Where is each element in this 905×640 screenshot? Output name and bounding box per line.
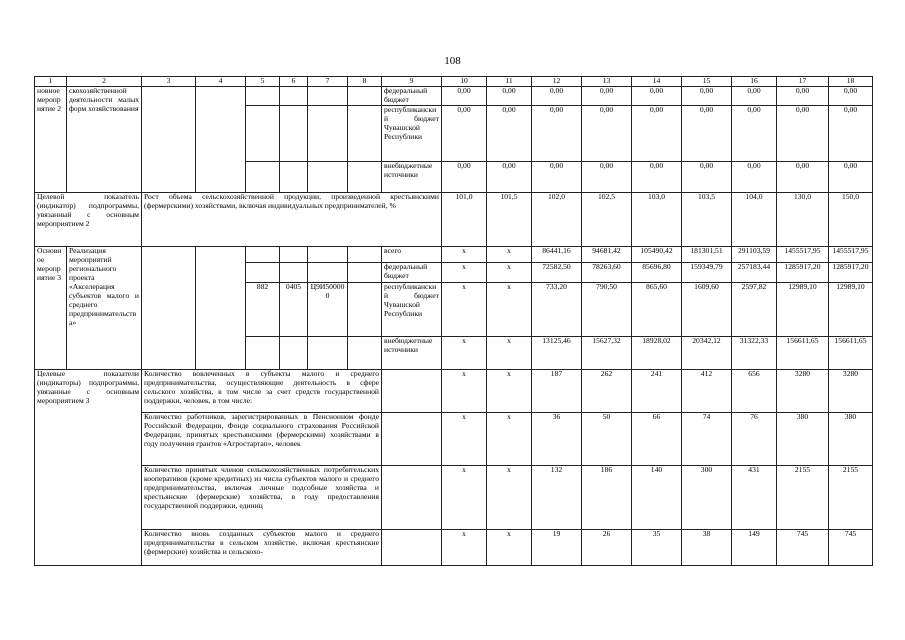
value-cell: 186: [582, 465, 632, 529]
empty-cell: [348, 161, 382, 192]
column-header: 8: [348, 77, 382, 87]
column-header: 11: [487, 77, 532, 87]
indicator-row: [35, 465, 873, 529]
funding-source: внебюджетные источники: [382, 161, 442, 192]
empty-cell: [382, 369, 442, 412]
empty-cell: [196, 246, 246, 369]
empty-cell: [280, 105, 308, 161]
value-cell: 181301,51: [682, 246, 732, 262]
value-cell: 105490,42: [632, 246, 682, 262]
indicator-row: [35, 529, 873, 565]
value-cell: 0,00: [582, 105, 632, 161]
indicator-text: Количество работников, зарегистрированных в Пенсионном фонде Российской Федерации, Фонде социального страхования Российской Федерации, принятых крестьянскими (фермерскими) хозяйствами в году получения грантов «Агростартап», человек: [142, 412, 382, 465]
empty-cell: [142, 246, 196, 369]
value-cell: x: [487, 262, 532, 282]
value-cell: 102,0: [532, 192, 582, 246]
value-cell: x: [487, 465, 532, 529]
value-cell: 103,0: [632, 192, 682, 246]
empty-cell: [280, 161, 308, 192]
event-name-cell: Основное мероприятие 3: [35, 246, 67, 369]
value-cell: 0,00: [777, 87, 829, 106]
indicator-row: [35, 412, 873, 465]
value-cell: 26: [582, 529, 632, 565]
value-cell: 0,00: [442, 105, 487, 161]
empty-cell: [348, 336, 382, 369]
empty-cell: [308, 336, 348, 369]
funding-source: республиканский бюджет Чувашской Республики: [382, 282, 442, 336]
value-cell: 102,5: [582, 192, 632, 246]
value-cell: x: [487, 369, 532, 412]
column-header: 16: [732, 77, 777, 87]
empty-cell: [246, 246, 280, 262]
indicator-row: [35, 369, 873, 412]
funding-source: республиканский бюджет Чувашской Республики: [382, 105, 442, 161]
column-header-row: [35, 77, 873, 87]
indicator-text: Рост объема сельскохозяйственной продукции, произведенной крестьянскими (фермерскими) хозяйствами, включая индивидуальных предпринимателей, %: [142, 192, 442, 246]
empty-cell: [308, 246, 348, 262]
value-cell: 300: [682, 465, 732, 529]
value-cell: 35: [632, 529, 682, 565]
empty-cell: [382, 529, 442, 565]
value-cell: 159349,79: [682, 262, 732, 282]
value-cell: 1455517,95: [829, 246, 873, 262]
value-cell: 72582,50: [532, 262, 582, 282]
column-header: 2: [67, 77, 142, 87]
empty-cell: [196, 87, 246, 193]
value-cell: 15627,32: [582, 336, 632, 369]
value-cell: 0,00: [777, 105, 829, 161]
value-cell: 745: [829, 529, 873, 565]
value-cell: 150,0: [829, 192, 873, 246]
value-cell: x: [442, 262, 487, 282]
value-cell: 20342,12: [682, 336, 732, 369]
value-cell: 130,0: [777, 192, 829, 246]
value-cell: 257183,44: [732, 262, 777, 282]
column-header: 5: [246, 77, 280, 87]
empty-cell: [308, 105, 348, 161]
empty-cell: [142, 87, 196, 193]
table-row: [35, 87, 873, 106]
empty-cell: [246, 262, 280, 282]
indicator-text: Количество принятых членов сельскохозяйственных потребительских кооперативов (кроме кредитных) из числа субъектов малого и среднего предпринимательства, включая личные подсобные хозяйства и крестьянские (фермерские) хозяйства, в году предоставления государственной поддержки, единиц: [142, 465, 382, 529]
value-cell: 36: [532, 412, 582, 465]
value-cell: 2597,82: [732, 282, 777, 336]
column-header: 13: [582, 77, 632, 87]
column-header: 9: [382, 77, 442, 87]
empty-cell: [382, 465, 442, 529]
value-cell: 3280: [777, 369, 829, 412]
value-cell: x: [442, 529, 487, 565]
funding-source: внебюджетные источники: [382, 336, 442, 369]
empty-cell: [280, 262, 308, 282]
column-header: 3: [142, 77, 196, 87]
value-cell: 74: [682, 412, 732, 465]
value-cell: 0,00: [829, 87, 873, 106]
value-cell: 187: [532, 369, 582, 412]
value-cell: 76: [732, 412, 777, 465]
value-cell: 0,00: [632, 105, 682, 161]
empty-cell: [382, 412, 442, 465]
value-cell: x: [487, 246, 532, 262]
program-table: [34, 76, 873, 566]
value-cell: 0,00: [442, 161, 487, 192]
column-header: 14: [632, 77, 682, 87]
empty-cell: [308, 161, 348, 192]
empty-cell: [348, 87, 382, 106]
value-cell: 745: [777, 529, 829, 565]
value-cell: 1285917,20: [777, 262, 829, 282]
value-cell: 94681,42: [582, 246, 632, 262]
value-cell: x: [487, 529, 532, 565]
value-cell: x: [442, 246, 487, 262]
funding-source: федеральный бюджет: [382, 87, 442, 106]
value-cell: 0,00: [532, 87, 582, 106]
code-cell: 0405: [280, 282, 308, 336]
value-cell: 0,00: [582, 161, 632, 192]
value-cell: 1609,60: [682, 282, 732, 336]
value-cell: 2155: [829, 465, 873, 529]
value-cell: x: [442, 465, 487, 529]
indicator-label: Целевой показатель (индикатор) подпрограммы, увязанный с основным мероприятием 2: [35, 192, 142, 246]
value-cell: 0,00: [632, 161, 682, 192]
value-cell: 12989,10: [777, 282, 829, 336]
empty-cell: [280, 87, 308, 106]
empty-cell: [348, 262, 382, 282]
value-cell: 412: [682, 369, 732, 412]
value-cell: 0,00: [682, 87, 732, 106]
value-cell: 85696,80: [632, 262, 682, 282]
value-cell: 0,00: [532, 105, 582, 161]
value-cell: 0,00: [582, 87, 632, 106]
empty-cell: [348, 105, 382, 161]
value-cell: 0,00: [829, 161, 873, 192]
indicator-row: [35, 192, 873, 246]
code-cell: 882: [246, 282, 280, 336]
value-cell: 132: [532, 465, 582, 529]
value-cell: 19: [532, 529, 582, 565]
empty-cell: [246, 336, 280, 369]
indicator-text: Количество вовлеченных в субъекты малого и среднего предпринимательства, осуществляющие деятельность в сфере сельского хозяйства, в том числе за счет средств государственной поддержки, человек, в том числе:: [142, 369, 382, 412]
column-header: 15: [682, 77, 732, 87]
value-cell: 0,00: [732, 105, 777, 161]
value-cell: 790,50: [582, 282, 632, 336]
value-cell: x: [487, 412, 532, 465]
value-cell: 2155: [777, 465, 829, 529]
column-header: 12: [532, 77, 582, 87]
value-cell: 0,00: [487, 105, 532, 161]
column-header: 7: [308, 77, 348, 87]
empty-cell: [280, 336, 308, 369]
value-cell: x: [442, 336, 487, 369]
value-cell: 0,00: [487, 87, 532, 106]
column-header: 10: [442, 77, 487, 87]
value-cell: 0,00: [732, 161, 777, 192]
value-cell: 0,00: [777, 161, 829, 192]
value-cell: x: [487, 336, 532, 369]
indicator-label: Целевые показатели (индикаторы) подпрограммы, увязанные с основным мероприятием 3: [35, 369, 142, 565]
value-cell: 18928,02: [632, 336, 682, 369]
value-cell: 0,00: [632, 87, 682, 106]
value-cell: 50: [582, 412, 632, 465]
value-cell: 262: [582, 369, 632, 412]
value-cell: 156611,65: [829, 336, 873, 369]
value-cell: 0,00: [682, 105, 732, 161]
value-cell: 101,0: [442, 192, 487, 246]
value-cell: 0,00: [487, 161, 532, 192]
empty-cell: [348, 282, 382, 336]
empty-cell: [246, 161, 280, 192]
value-cell: 103,5: [682, 192, 732, 246]
value-cell: 38: [682, 529, 732, 565]
value-cell: x: [442, 369, 487, 412]
value-cell: 0,00: [732, 87, 777, 106]
value-cell: 656: [732, 369, 777, 412]
value-cell: 380: [777, 412, 829, 465]
funding-source: федеральный бюджет: [382, 262, 442, 282]
value-cell: 291103,59: [732, 246, 777, 262]
value-cell: 0,00: [682, 161, 732, 192]
empty-cell: [308, 87, 348, 106]
value-cell: 149: [732, 529, 777, 565]
empty-cell: [280, 246, 308, 262]
value-cell: 0,00: [532, 161, 582, 192]
empty-cell: [246, 87, 280, 106]
funding-source: всего: [382, 246, 442, 262]
value-cell: x: [442, 282, 487, 336]
value-cell: 1285917,20: [829, 262, 873, 282]
indicator-text: Количество вновь созданных субъектов малого и среднего предпринимательства в сельском хозяйстве, включая крестьянские (фермерские) хозяйства и сельскохо-: [142, 529, 382, 565]
table-row: [35, 246, 873, 262]
empty-cell: [246, 105, 280, 161]
value-cell: 380: [829, 412, 873, 465]
value-cell: 86441,16: [532, 246, 582, 262]
event-description-cell: Реализация мероприятий регионального проекта «Акселерация субъектов малого и среднего предпринимательства»: [67, 246, 142, 369]
event-name-cell: новное мероприятие 2: [35, 87, 67, 193]
value-cell: 0,00: [442, 87, 487, 106]
column-header: 6: [280, 77, 308, 87]
value-cell: 78263,60: [582, 262, 632, 282]
value-cell: 13125,46: [532, 336, 582, 369]
value-cell: 431: [732, 465, 777, 529]
empty-cell: [348, 246, 382, 262]
value-cell: x: [487, 282, 532, 336]
column-header: 4: [196, 77, 246, 87]
page-number: 108: [444, 55, 461, 67]
value-cell: x: [442, 412, 487, 465]
value-cell: 156611,65: [777, 336, 829, 369]
column-header: 17: [777, 77, 829, 87]
value-cell: 733,20: [532, 282, 582, 336]
value-cell: 241: [632, 369, 682, 412]
value-cell: 66: [632, 412, 682, 465]
value-cell: 31322,33: [732, 336, 777, 369]
code-cell: Ц9И500000: [308, 282, 348, 336]
event-description-cell: скохозяйственной деятельности малых форм хозяйствования: [67, 87, 142, 193]
value-cell: 140: [632, 465, 682, 529]
empty-cell: [308, 262, 348, 282]
value-cell: 101,5: [487, 192, 532, 246]
column-header: 18: [829, 77, 873, 87]
column-header: 1: [35, 77, 67, 87]
value-cell: 3280: [829, 369, 873, 412]
value-cell: 104,0: [732, 192, 777, 246]
value-cell: 1455517,95: [777, 246, 829, 262]
value-cell: 0,00: [829, 105, 873, 161]
value-cell: 865,60: [632, 282, 682, 336]
value-cell: 12989,10: [829, 282, 873, 336]
